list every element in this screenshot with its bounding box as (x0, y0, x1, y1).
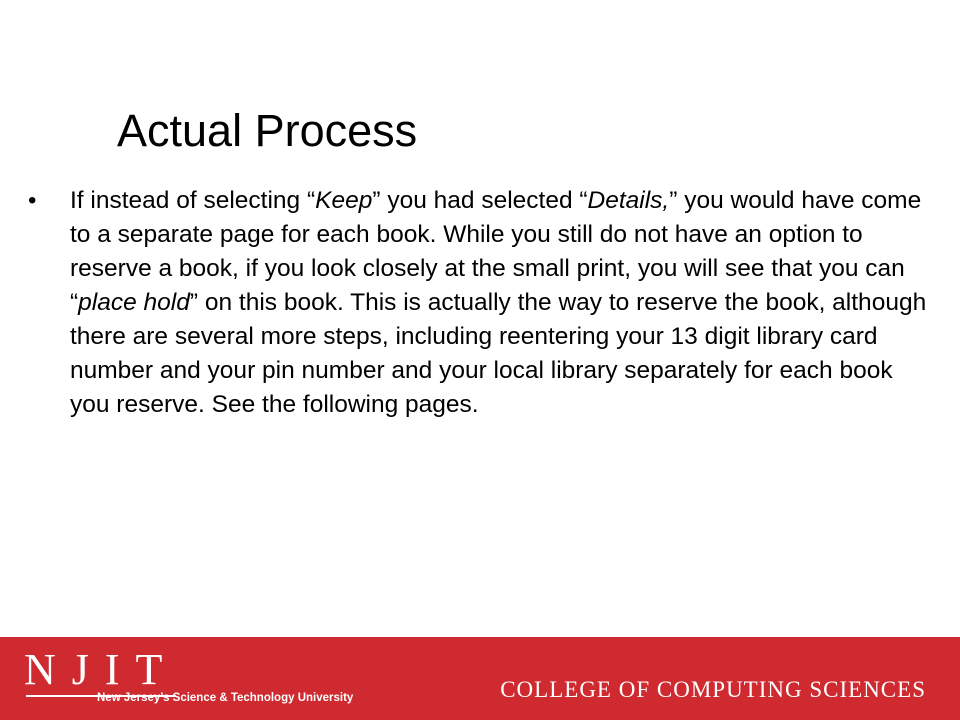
bullet-icon: • (28, 187, 37, 214)
text-segment: ” you would have come to a separate page for each book. While you still do not have an option to reserve a book, if you look closely at the small print, you will see that you can “ (70, 187, 922, 316)
footer-banner (0, 637, 960, 720)
logo-tagline: New Jersey’s Science & Technology University (97, 692, 354, 704)
bullet-item (28, 184, 935, 422)
slide-title: Actual Process (117, 105, 418, 156)
college-name: COLLEGE OF COMPUTING SCIENCES (500, 677, 926, 702)
text-segment: ” on this book. This is actually the way to reserve the book, although there are several more steps, including reentering your 13 digit library card number and your pin number and your local library separately for each book you reserve. See the following pages. (70, 289, 927, 418)
text-segment: If instead of selecting “ (70, 187, 316, 214)
bullet-text (70, 187, 926, 418)
text-segment: ” you had selected “ (372, 187, 588, 214)
place-hold-emphasis: place hold (78, 289, 190, 316)
details-emphasis: Details, (587, 187, 670, 214)
njit-logo: NJIT (24, 645, 179, 694)
keep-emphasis: Keep (315, 187, 373, 214)
